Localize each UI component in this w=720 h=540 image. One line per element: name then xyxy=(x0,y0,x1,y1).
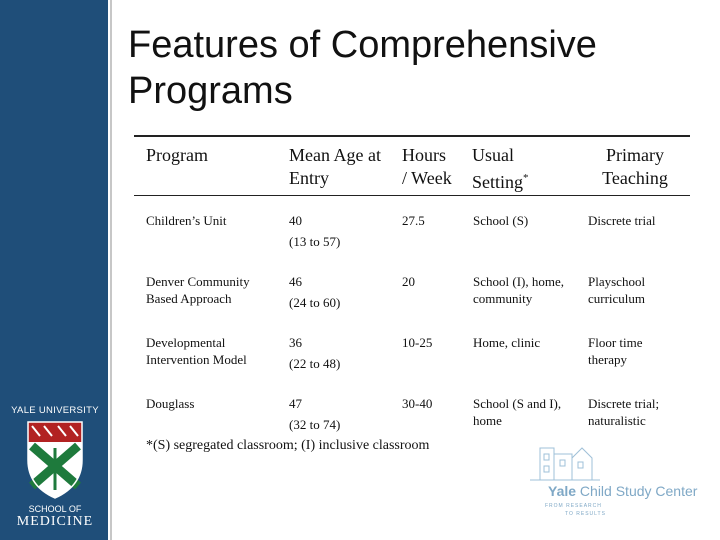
school-of-label: SCHOOL OF xyxy=(28,504,82,514)
row-3-age xyxy=(289,334,340,372)
row-2-age-value: 46 xyxy=(289,274,302,289)
row-3-age-range: (22 to 48) xyxy=(289,356,341,371)
header-hours xyxy=(402,144,452,190)
row-2-age xyxy=(289,273,340,311)
footnote: *(S) segregated classroom; (I) inclusive classroom xyxy=(146,438,430,453)
header-setting-line2-wrap xyxy=(472,167,529,194)
csc-tagline-1: FROM RESEARCH xyxy=(545,503,602,509)
slide-title xyxy=(128,22,597,114)
header-age xyxy=(289,144,381,190)
row-1-hours: 27.5 xyxy=(402,213,425,228)
row-2-program: Denver Community Based Approach xyxy=(146,274,250,306)
row-3-hours: 10-25 xyxy=(402,335,433,350)
row-3-teaching: Floor time therapy xyxy=(588,335,643,367)
row-3-program: Developmental Intervention Model xyxy=(146,335,247,367)
row-1-age-value: 40 xyxy=(289,213,302,228)
row-2-age-range: (24 to 60) xyxy=(289,295,341,310)
row-1-program: Children’s Unit xyxy=(146,213,227,228)
csc-name-text: Child Study Center xyxy=(579,483,698,499)
header-setting-mark: * xyxy=(523,172,529,184)
header-setting xyxy=(472,144,529,194)
header-teaching-line1: Primary xyxy=(606,145,664,165)
header-age-line2: Entry xyxy=(289,168,329,188)
row-3-setting: Home, clinic xyxy=(473,335,541,350)
sidebar-divider xyxy=(110,0,112,540)
row-1-age-range: (13 to 57) xyxy=(289,234,341,249)
title-line-1: Features of Comprehensive xyxy=(128,24,597,66)
header-hours-line1: Hours xyxy=(402,145,446,165)
header-setting-line2: Setting xyxy=(472,172,524,192)
row-4-teaching: Discrete trial; naturalistic xyxy=(588,396,660,428)
header-program-text: Program xyxy=(146,145,208,165)
yale-school-of-medicine-logo xyxy=(10,405,100,530)
row-2-hours: 20 xyxy=(402,274,415,289)
medicine-label: MEDICINE xyxy=(16,514,94,529)
csc-yale-text: Yale xyxy=(548,483,577,499)
header-hours-line2: / Week xyxy=(402,168,452,188)
row-4-program: Douglass xyxy=(146,396,195,411)
row-2-teaching: Playschool curriculum xyxy=(588,274,646,306)
header-program xyxy=(146,144,208,167)
row-3-age-value: 36 xyxy=(289,335,302,350)
table-top-rule xyxy=(134,135,690,137)
header-setting-line1: Usual xyxy=(472,145,514,165)
row-4-hours: 30-40 xyxy=(402,396,433,411)
csc-tagline-2: TO RESULTS xyxy=(565,511,606,517)
header-teaching-line2: Teaching xyxy=(602,168,668,188)
header-age-line1: Mean Age at xyxy=(289,145,381,165)
row-4-setting: School (S and I), home xyxy=(473,396,562,428)
row-1-teaching: Discrete trial xyxy=(588,213,656,228)
row-4-age-range: (32 to 74) xyxy=(289,417,341,432)
header-teaching xyxy=(590,144,680,190)
child-study-center-label xyxy=(548,483,697,499)
title-line-2: Programs xyxy=(128,70,293,112)
row-1-age xyxy=(289,212,340,250)
yale-shield-icon xyxy=(10,420,100,500)
row-2-setting: School (I), home, community xyxy=(473,274,564,306)
table-header-rule xyxy=(134,195,690,196)
row-4-age-value: 47 xyxy=(289,396,302,411)
row-4-age xyxy=(289,395,340,433)
yale-university-label: YALE UNIVERSITY xyxy=(11,405,99,416)
row-1-setting: School (S) xyxy=(473,213,529,228)
